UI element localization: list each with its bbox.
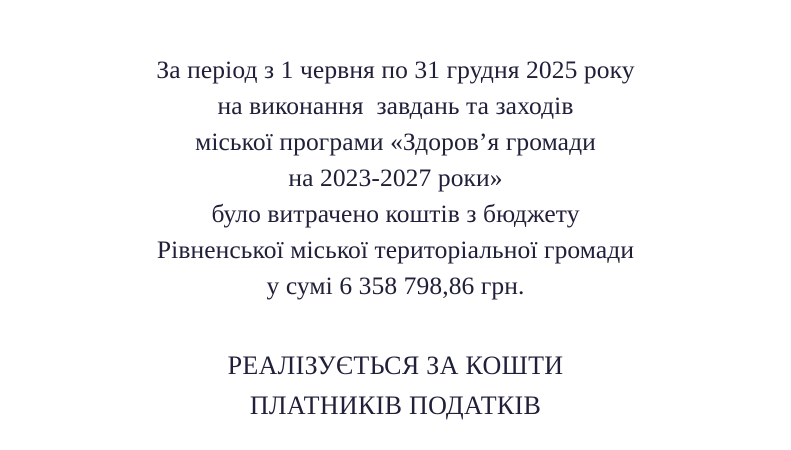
funding-note-line-2: ПЛАТНИКІВ ПОДАТКІВ [249, 391, 542, 420]
statement-line-5: було витрачено коштів з бюджету [211, 199, 580, 228]
statement-line-1: За період з 1 червня по 31 грудня 2025 року [156, 55, 635, 84]
statement-line-4: на 2023-2027 роки» [288, 163, 503, 192]
statement-line-2: на виконання завдань та заходів [217, 91, 574, 120]
statement-line-7: у сумі 6 358 798,86 грн. [266, 271, 525, 300]
funding-note-line-1: РЕАЛІЗУЄТЬСЯ ЗА КОШТИ [227, 351, 564, 380]
statement-line-3: міської програми «Здоров’я громади [195, 127, 596, 156]
spending-statement-paragraph [0, 52, 791, 304]
statement-line-6: Рівненської міської територіальної громади [156, 235, 635, 264]
funding-note-paragraph [0, 346, 791, 426]
